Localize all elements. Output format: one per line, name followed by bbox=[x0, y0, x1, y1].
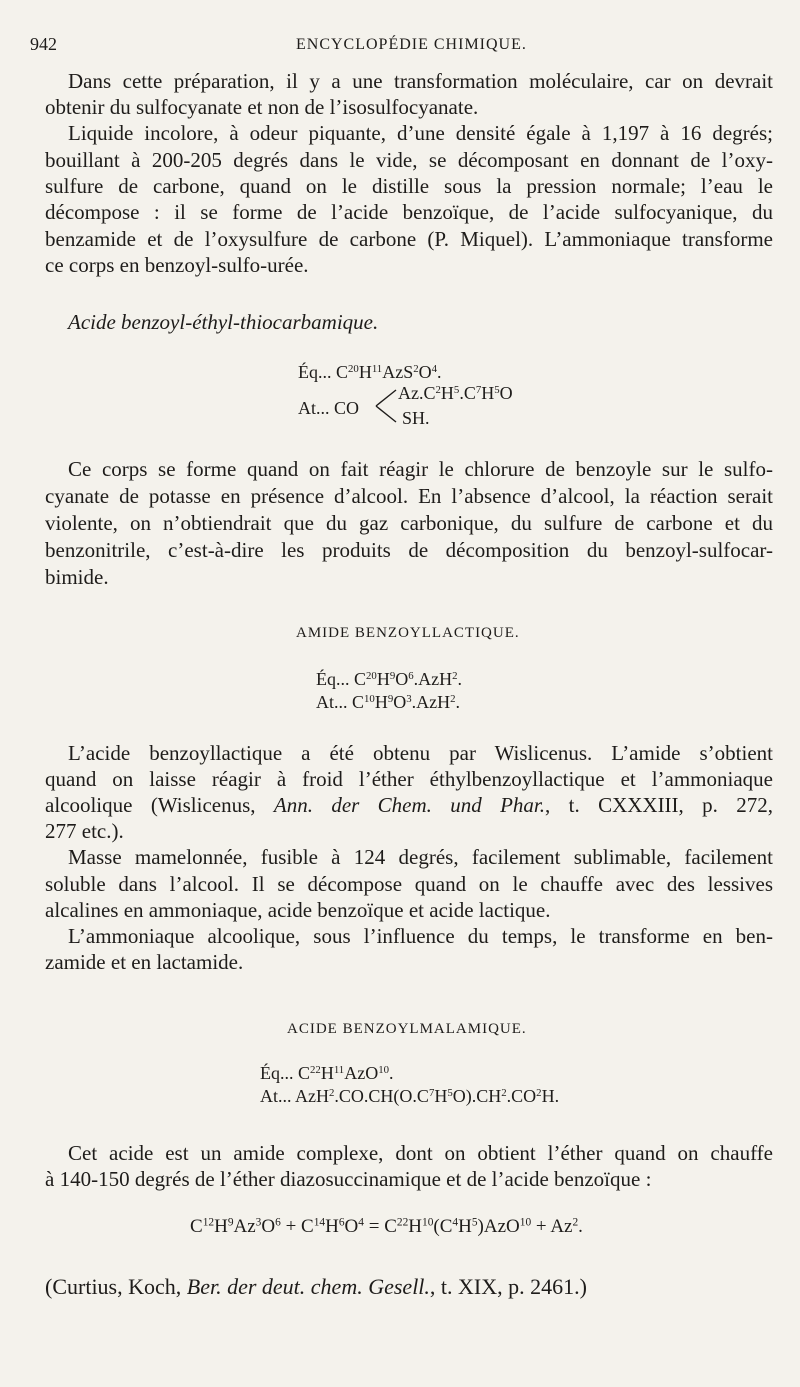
paragraph-line: cyanate de potasse en présence d’alcool. En l’absence d’alcool, la réaction serait bbox=[45, 484, 773, 508]
reaction-equation: $C^{12}H^9Az^3O^6 + C^{14}H^6O^4 = C^{22}H^{10}(C^4H^5)AzO^{10} + Az^2$. bbox=[190, 1216, 583, 1237]
paragraph-line: benzamide et de l’oxysulfure de carbone (P. Miquel). L’ammoniaque transforme bbox=[45, 227, 773, 251]
paragraph-line: violente, on n’obtiendrait que du gaz carbonique, du sulfure de carbone et du bbox=[45, 511, 773, 535]
formula-atomic: At... $C^{10}H^9O^3.AzH^2$. bbox=[316, 692, 461, 712]
paragraph-line: bouillant à 200-205 degrés dans le vide, se décomposant en donnant de l’oxy- bbox=[45, 148, 773, 172]
formula-equivalent: Éq... $C^{22}H^{11}AzO^{10}$. bbox=[260, 1063, 394, 1083]
formula-equivalent: Éq... $C^{20}H^9O^6.AzH^2$. bbox=[316, 669, 463, 689]
paragraph-line: Ce corps se forme quand on fait réagir le chlorure de benzoyle sur le sulfo- bbox=[68, 457, 773, 481]
paragraph-line: zamide et en lactamide. bbox=[45, 950, 244, 974]
section-title: AMIDE BENZOYLLACTIQUE. bbox=[296, 625, 520, 641]
paragraph-line: L’ammoniaque alcoolique, sous l’influence du temps, le transforme en ben- bbox=[68, 924, 773, 948]
paragraph-line: décompose : il se forme de l’acide benzoïque, de l’acide sulfocyanique, du bbox=[45, 200, 773, 224]
formula-branch-lower: SH. bbox=[402, 408, 430, 428]
paragraph-line: ce corps en benzoyl-sulfo-urée. bbox=[45, 253, 309, 277]
paragraph-line: benzonitrile, c’est-à-dire les produits de décomposition du benzoyl-sulfocar- bbox=[45, 538, 773, 562]
page-number: 942 bbox=[30, 34, 57, 54]
paragraph-line: Liquide incolore, à odeur piquante, d’une densité égale à 1,197 à 16 degrés; bbox=[68, 121, 773, 145]
formula-atomic-label: At... CO bbox=[298, 398, 360, 418]
citation: (Curtius, Koch, Ber. der deut. chem. Gesell., t. XIX, p. 2461.) bbox=[45, 1274, 587, 1299]
paragraph-line: Masse mamelonnée, fusible à 124 degrés, facilement sublimable, facilement bbox=[68, 845, 773, 869]
paragraph-line: sulfure de carbone, quand on le distille sous la pression normale; l’eau le bbox=[45, 174, 773, 198]
formula-branch-upper: $Az.C^2H^5.C^7H^5O$ bbox=[398, 383, 513, 403]
paragraph-line: bimide. bbox=[45, 565, 109, 589]
paragraph-line: Cet acide est un amide complexe, dont on obtient l’éther quand on chauffe bbox=[68, 1141, 773, 1165]
paragraph-line: alcoolique (Wislicenus, Ann. der Chem. und Phar., t. CXXXIII, p. 272, bbox=[45, 793, 773, 817]
paragraph-line: L’acide benzoyllactique a été obtenu par Wislicenus. L’amide s’obtient bbox=[68, 741, 773, 765]
paragraph-line: obtenir du sulfocyanate et non de l’isosulfocyanate. bbox=[45, 95, 479, 119]
section-title: Acide benzoyl-éthyl-thiocarbamique. bbox=[68, 310, 379, 334]
paragraph-line: alcalines en ammoniaque, acide benzoïque et acide lactique. bbox=[45, 898, 551, 922]
section-title: ACIDE BENZOYLMALAMIQUE. bbox=[287, 1021, 527, 1037]
paragraph-line: 277 etc.). bbox=[45, 819, 124, 843]
running-title: ENCYCLOPÉDIE CHIMIQUE. bbox=[296, 36, 527, 53]
bond-brace bbox=[374, 386, 398, 426]
paragraph-line: Dans cette préparation, il y a une transformation moléculaire, car on devrait bbox=[68, 69, 773, 93]
formula-atomic: At... $AzH^2.CO.CH(O.C^7H^5O).CH^2.CO^2H$. bbox=[260, 1086, 560, 1106]
paragraph-line: soluble dans l’alcool. Il se décompose quand on le chauffe avec des lessives bbox=[45, 872, 773, 896]
paragraph-line: quand on laisse réagir à froid l’éther éthylbenzoyllactique et l’ammoniaque bbox=[45, 767, 773, 791]
paragraph-line: à 140-150 degrés de l’éther diazosuccinamique et de l’acide benzoïque : bbox=[45, 1167, 652, 1191]
formula-equivalent: Éq... $C^{20}H^{11}AzS^2O^4$. bbox=[298, 362, 442, 382]
